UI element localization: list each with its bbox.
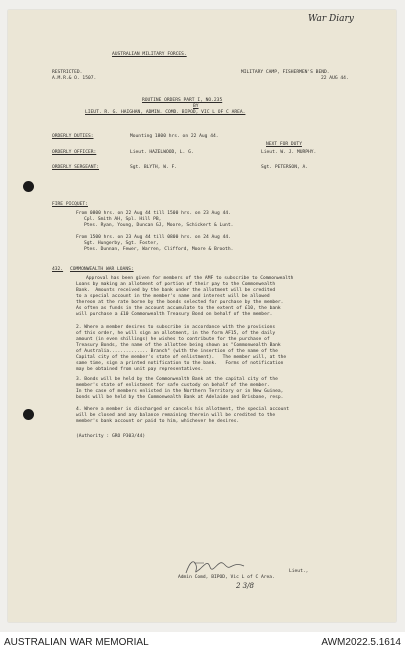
para-line: As often as funds in the account accumulate to the extent of £10, the bank: [76, 306, 281, 311]
para-line: Bank. Amounts received by the bank under the allotment will be credited: [76, 288, 276, 293]
authority-note: (Authority : GRO P303/44): [76, 434, 146, 439]
para-line: 4. Where a member is discharged or cancels his allotment, the special account: [76, 407, 289, 412]
orderly-sergeant-label: ORDERLY SERGEANT:: [52, 165, 100, 170]
para-line: same time, sign a printed notification to the bank. Forms of notification: [76, 361, 284, 366]
orderly-duties-text: Mounting 1800 hrs. on 22 Aug 44.: [130, 134, 219, 139]
picquet-line: Ptes. Ryan, Young, Duncan GJ, Moore, Schickert & Lunt.: [84, 223, 234, 228]
picquet-line: From 0800 hrs. on 22 Aug 44 till 1500 hrs. on 23 Aug 44.: [76, 211, 231, 216]
restricted-label: RESTRICTED.: [52, 70, 83, 75]
para-line: Loans by making an allotment of portion of their pay to the Commonwealth: [76, 282, 276, 287]
para-line: of Australia.............. Branch" (with the insertion of the name of the: [76, 349, 278, 354]
para-line: member's state of enlistment for safe custody on behalf of the member.: [76, 383, 270, 388]
document-heading: AUSTRALIAN MILITARY FORCES.: [112, 52, 187, 57]
footer-bar: [0, 632, 405, 653]
order-authority-line: LIEUT. R. G. HAIGHAN, ADMIN. COMD. BIPOD, VIC L OF C AREA.: [85, 110, 246, 115]
para-line: bonds will be held by the Commonwealth Bank at Adelaide and Brisbane, resp.: [76, 395, 284, 400]
para-line: will purchase a £10 Commonwealth Treasury Bond on behalf of the member.: [76, 312, 273, 317]
camp-location: MILITARY CAMP, FISHERMEN'S BEND.: [241, 70, 330, 75]
orderly-sergeant-value: Sgt. BLYTH, W. F.: [130, 165, 178, 170]
para-line: Approval has been given for members of the AMF to subscribe to Commonwealth: [86, 276, 294, 281]
orderly-officer-label: ORDERLY OFFICER:: [52, 150, 97, 155]
signature-rank: Lieut.,: [289, 569, 309, 574]
para-line: member's bank account or paid to him, whichever he desires.: [76, 419, 240, 424]
para-line: thereon at the rate borne by the bonds selected for purchase by the member.: [76, 300, 284, 305]
orderly-officer-value: Lieut. HAZELWOOD, L. G.: [130, 150, 194, 155]
order-date: 22 AUG 44.: [321, 76, 349, 81]
footer-institution: AUSTRALIAN WAR MEMORIAL: [4, 637, 149, 648]
footer-accession-number: AWM2022.5.1614: [321, 637, 401, 648]
para-line: amount (in even shillings) he wishes to contribute for the purchase of: [76, 337, 270, 342]
picquet-line: Ptes. Dunnan, Fewer, Warren, Clifford, Moore & Brooth.: [84, 247, 234, 252]
order-title: ROUTINE ORDERS PART I, NO.235: [142, 98, 223, 103]
orderly-sergeant-next: Sgt. PETERSON, A.: [261, 165, 309, 170]
para-line: Treasury Bonds, the name of the allottee being shown as "Commonwealth Bank: [76, 343, 281, 348]
order-reference: A.M.R.& O. 1507.: [52, 76, 97, 81]
section-title: COMMONWEALTH WAR LOANS:: [70, 267, 134, 272]
orderly-officer-next: Lieut. W. J. MURPHY.: [261, 150, 317, 155]
picquet-line: Cpl. Smith AH, Spl. Hill PB,: [84, 217, 162, 222]
handwritten-number: 2 3/8: [236, 582, 254, 590]
para-line: to a special account in the member's name and interest will be allowed: [76, 294, 270, 299]
order-by: BY: [193, 104, 199, 109]
picquet-line: Sgt. Hungerby, Sgt. Foster,: [84, 241, 159, 246]
punch-hole-top: [23, 181, 34, 192]
section-number: 432.: [52, 267, 64, 272]
para-line: In the case of members enlisted in the Northern Territory or in New Guinea,: [76, 389, 284, 394]
punch-hole-bottom: [23, 409, 34, 420]
next-for-duty-heading: NEXT FOR DUTY: [266, 142, 302, 147]
picquet-line: From 1500 hrs. on 23 Aug 44 till 0800 hrs. on 24 Aug 44.: [76, 235, 231, 240]
signature-title: Admin Comd, BIPOD, Vic L of C Area.: [178, 575, 275, 580]
para-line: 3. Bonds will be held by the Commonwealth Bank at the capital city of the: [76, 377, 278, 382]
document-page: [8, 10, 396, 622]
para-line: may be obtained from unit pay representatives.: [76, 367, 204, 372]
handwritten-annotation: War Diary: [308, 14, 354, 24]
fire-picquet-label: FIRE PICQUET:: [52, 202, 88, 207]
para-line: 2. Where a member desires to subscribe in accordance with the provisions: [76, 325, 276, 330]
para-line: of this order, he will sign an allotment, in the form AF15, of the daily: [76, 331, 276, 336]
para-line: will be closed and any balance remaining therein will be credited to the: [76, 413, 276, 418]
para-line: Capital city of the member's state of enlistment). The member will, at the: [76, 355, 287, 360]
orderly-duties-label: ORDERLY DUTIES:: [52, 134, 94, 139]
